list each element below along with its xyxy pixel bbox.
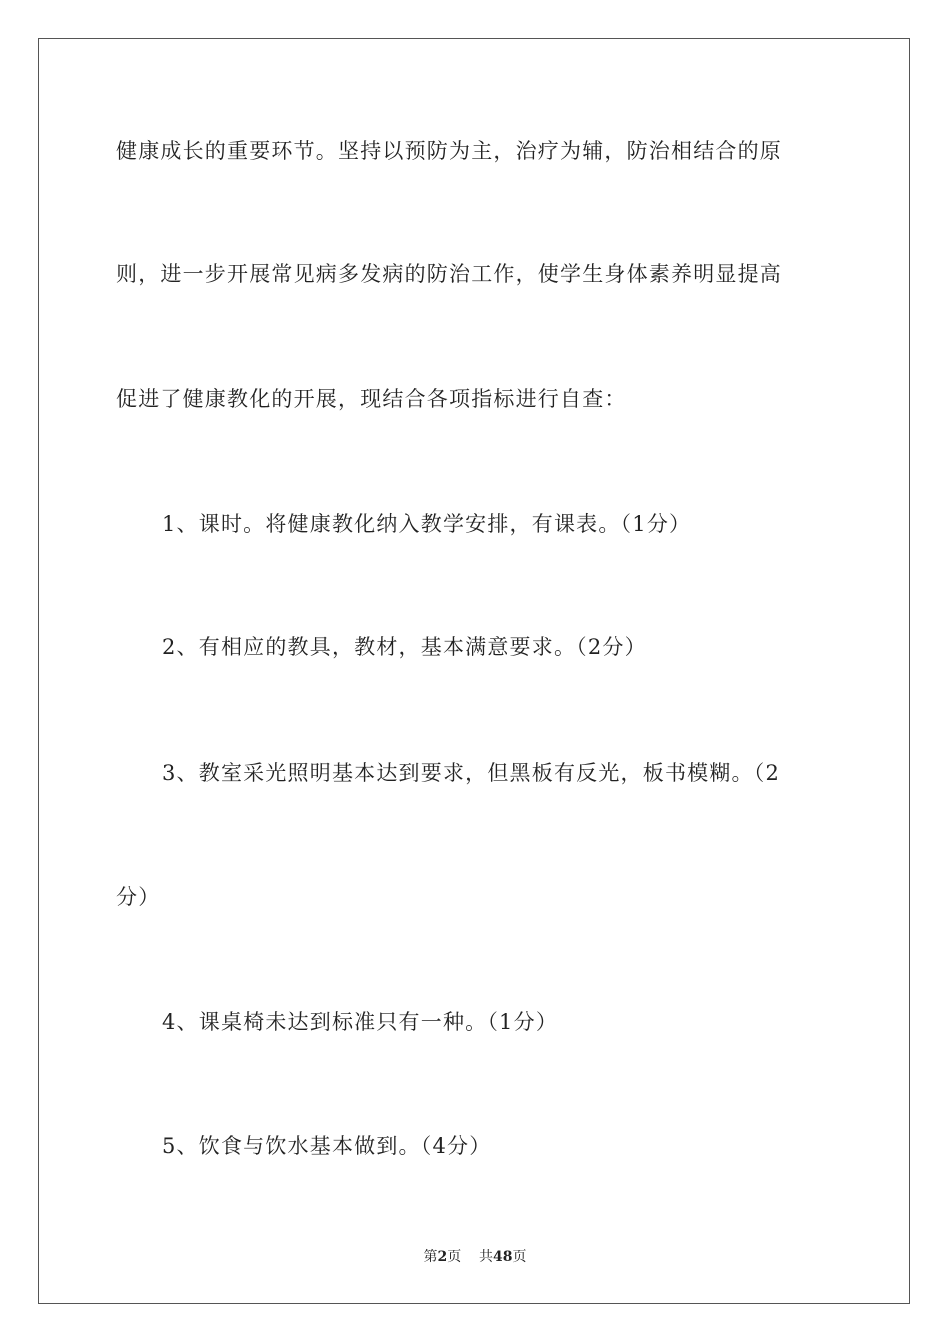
footer-page-number: 2 xyxy=(437,1249,448,1265)
footer-page-suffix: 页 xyxy=(447,1249,462,1265)
list-item-5: 5、饮食与饮水基本做到。（4分） xyxy=(162,1134,492,1158)
footer-total-suffix: 页 xyxy=(512,1249,527,1265)
paragraph-line-3: 促进了健康教化的开展，现结合各项指标进行自查： xyxy=(116,387,627,411)
list-item-3: 3、教室采光照明基本达到要求，但黑板有反光，板书模糊。（2 xyxy=(162,761,781,785)
paragraph-line-2: 则，进一步开展常见病多发病的防治工作，使学生身体素养明显提高 xyxy=(116,262,782,286)
list-item-1: 1、课时。将健康教化纳入教学安排，有课表。（1分） xyxy=(162,512,692,536)
footer-total-prefix: 共 xyxy=(479,1249,494,1265)
paragraph-line-1: 健康成长的重要环节。坚持以预防为主，治疗为辅，防治相结合的原 xyxy=(116,139,782,163)
page-footer xyxy=(0,1248,950,1266)
footer-page-prefix: 第 xyxy=(423,1249,438,1265)
list-item-3-continuation: 分） xyxy=(116,885,161,909)
list-item-2: 2、有相应的教具，教材，基本满意要求。（2分） xyxy=(162,635,647,659)
footer-total-pages: 48 xyxy=(493,1249,513,1265)
page-border xyxy=(38,38,910,1304)
list-item-4: 4、课桌椅未达到标准只有一种。（1分） xyxy=(162,1010,559,1034)
